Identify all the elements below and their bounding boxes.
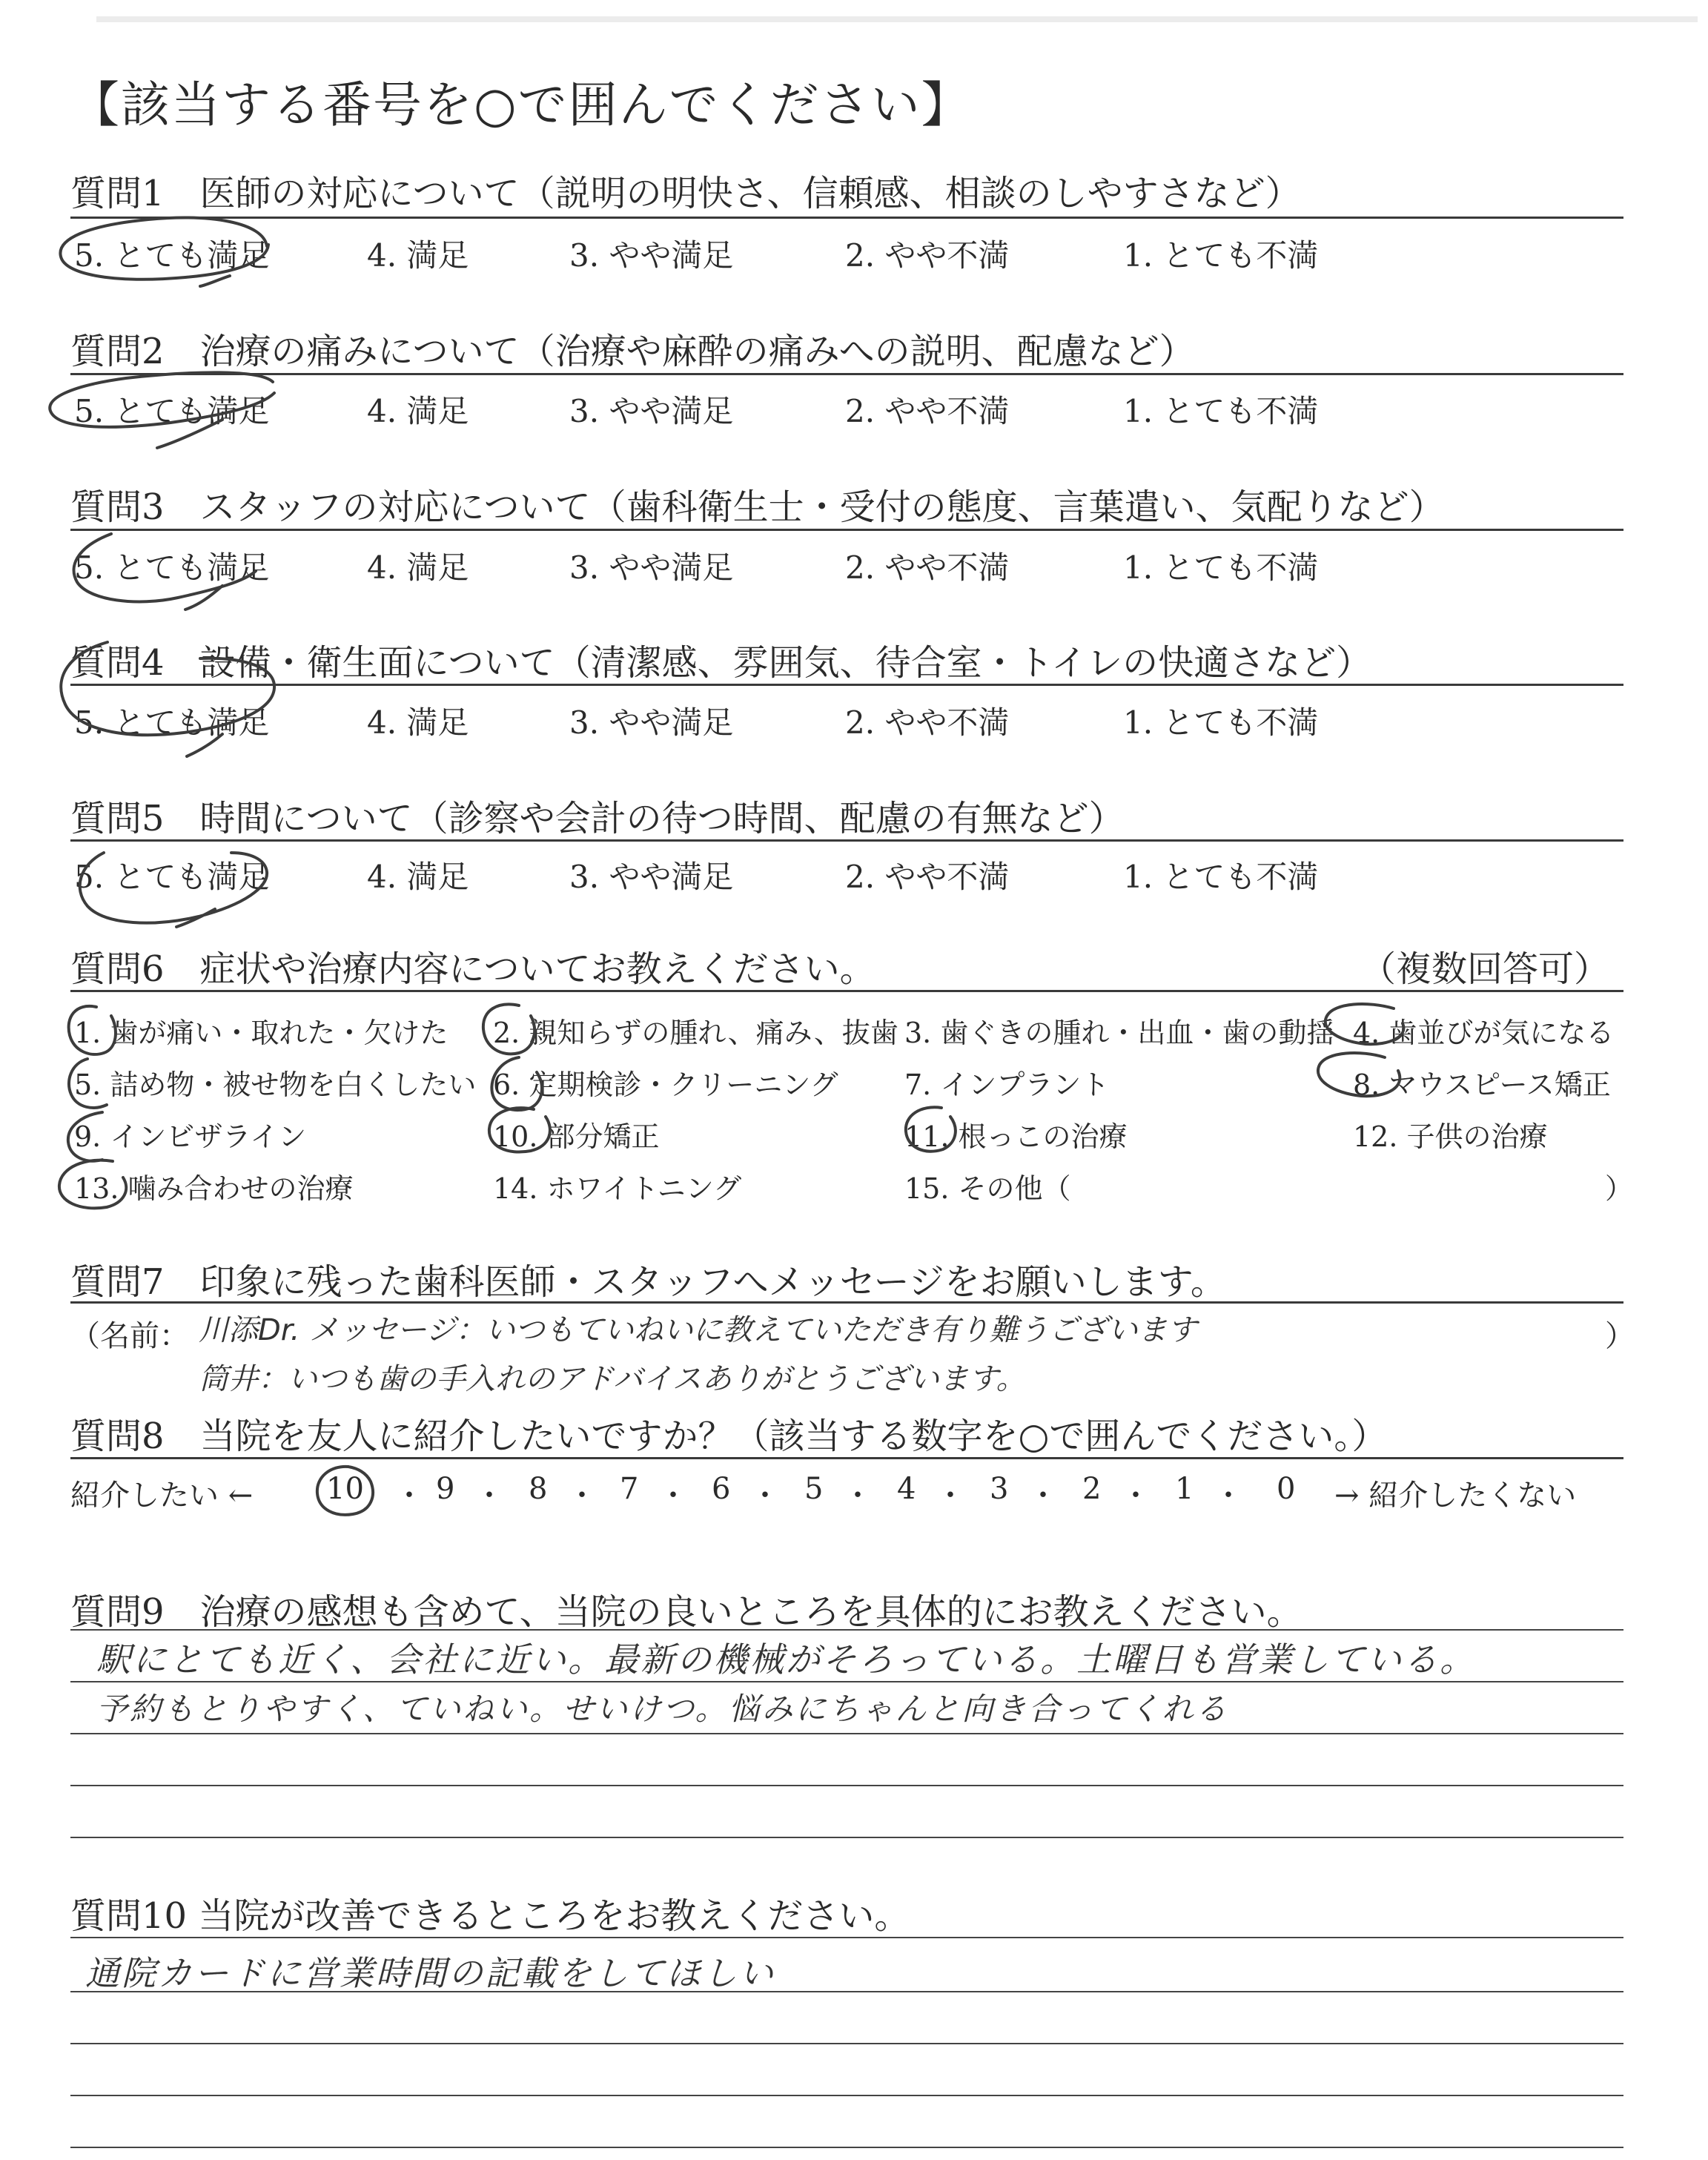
form-heading: 【該当する番号を○で囲んでください】	[70, 76, 972, 133]
q9-writing-line	[70, 1837, 1623, 1838]
q1-title: 質問1 医師の対応について（説明の明快さ、信頼感、相談のしやすさなど）	[70, 173, 1301, 214]
q3-option-2[interactable]: 2. やや不満	[845, 549, 1010, 586]
q8-left-label: 紹介したい ←	[70, 1479, 254, 1513]
q8-score-5[interactable]: 5	[804, 1472, 824, 1506]
q3-option-5[interactable]: 5. とても満足	[74, 549, 270, 586]
q10-writing-line	[70, 1937, 1623, 1938]
q8-score-8[interactable]: 8	[529, 1472, 548, 1506]
q10-writing-line	[70, 1991, 1623, 1992]
q6-option-12[interactable]: 12. 子供の治療	[1353, 1120, 1548, 1153]
q10-writing-line	[70, 2095, 1623, 2096]
q6-option-2[interactable]: 2. 親知らずの腫れ、痛み、抜歯	[493, 1017, 898, 1049]
q8-rule	[70, 1457, 1623, 1459]
q10-title: 質問10 当院が改善できるところをお教えください。	[70, 1895, 910, 1937]
q6-other-close: ）	[1605, 1172, 1634, 1205]
q5-title: 質問5 時間について（診察や会計の待つ時間、配慮の有無など）	[70, 798, 1125, 839]
q5-option-5[interactable]: 5. とても満足	[74, 859, 270, 895]
q7-handwritten-line-1: 川添Dr. メッセージ：いつもていねいに教えていただき有り難うございます	[199, 1313, 1197, 1347]
q6-option-13[interactable]: 13. 噛み合わせの治療	[74, 1172, 354, 1205]
q9-writing-line	[70, 1733, 1623, 1734]
q4-option-1[interactable]: 1. とても不満	[1123, 704, 1319, 741]
q8-score-2[interactable]: 2	[1082, 1472, 1102, 1506]
q4-option-3[interactable]: 3. やや満足	[569, 704, 734, 741]
q8-score-6[interactable]: 6	[712, 1472, 731, 1506]
q1-option-2[interactable]: 2. やや不満	[845, 237, 1010, 274]
q6-option-5[interactable]: 5. 詰め物・被せ物を白くしたい	[74, 1069, 477, 1101]
q9-handwritten-line-2: 予約もとりやすく、ていねい。せいけつ。悩みにちゃんと向き合ってくれる	[96, 1691, 1229, 1727]
q3-option-4[interactable]: 4. 満足	[367, 549, 469, 586]
q4-rule	[70, 684, 1623, 686]
q8-score-9[interactable]: 9	[436, 1472, 455, 1506]
q10-handwritten-line-1: 通院カードに営業時間の記載をしてほしい	[85, 1953, 775, 1993]
q6-note: （複数回答可）	[1360, 948, 1610, 990]
q8-dot: ・	[567, 1479, 597, 1513]
q4-option-5[interactable]: 5. とても満足	[74, 704, 270, 741]
q6-option-7[interactable]: 7. インプラント	[904, 1069, 1110, 1101]
q5-option-2[interactable]: 2. やや不満	[845, 859, 1010, 895]
q1-option-5[interactable]: 5. とても満足	[74, 237, 270, 274]
q10-writing-line	[70, 2043, 1623, 2044]
q8-dot: ・	[394, 1479, 424, 1513]
q6-option-14[interactable]: 14. ホワイトニング	[493, 1172, 742, 1205]
q6-title: 質問6 症状や治療内容についてお教えください。	[70, 948, 875, 990]
q8-title: 質問8 当院を友人に紹介したいですか？（該当する数字を○で囲んでください。）	[70, 1416, 1388, 1457]
q6-option-4[interactable]: 4. 歯並びが気になる	[1353, 1017, 1615, 1049]
q8-dot: ・	[658, 1479, 688, 1513]
q9-writing-line	[70, 1785, 1623, 1786]
q7-name-label: （名前：	[70, 1319, 189, 1353]
q8-score-0[interactable]: 0	[1277, 1472, 1296, 1506]
q6-rule	[70, 990, 1623, 992]
q3-title: 質問3 スタッフの対応について（歯科衛生士・受付の態度、言葉遣い、気配りなど）	[70, 486, 1445, 528]
q5-option-4[interactable]: 4. 満足	[367, 859, 469, 895]
q8-score-3[interactable]: 3	[990, 1472, 1009, 1506]
q4-option-4[interactable]: 4. 満足	[367, 704, 469, 741]
q3-option-1[interactable]: 1. とても不満	[1123, 549, 1319, 586]
q6-option-15[interactable]: 15. その他（	[904, 1172, 1071, 1205]
q10-writing-line	[70, 2147, 1623, 2148]
q8-dot: ・	[750, 1479, 780, 1513]
q8-dot: ・	[474, 1479, 504, 1513]
q5-option-1[interactable]: 1. とても不満	[1123, 859, 1319, 895]
q8-score-7[interactable]: 7	[620, 1472, 639, 1506]
q2-option-4[interactable]: 4. 満足	[367, 393, 469, 429]
q6-option-9[interactable]: 9. インビザライン	[74, 1120, 307, 1153]
q4-option-2[interactable]: 2. やや不満	[845, 704, 1010, 741]
q9-title: 質問9 治療の感想も含めて、当院の良いところを具体的にお教えください。	[70, 1591, 1302, 1633]
q7-close: ）	[1605, 1319, 1635, 1353]
q8-dot: ・	[936, 1479, 965, 1513]
q6-option-10[interactable]: 10. 部分矯正	[493, 1120, 660, 1153]
q8-dot: ・	[843, 1479, 873, 1513]
q8-score-4[interactable]: 4	[897, 1472, 916, 1506]
q5-rule	[70, 839, 1623, 842]
q8-right-label: → 紹介したくない	[1334, 1479, 1577, 1513]
q9-handwritten-line-1: 駅にとても近く、会社に近い。最新の機械がそろっている。土曜日も営業している。	[96, 1639, 1477, 1680]
q7-rule	[70, 1301, 1623, 1304]
q6-option-8[interactable]: 8. マウスピース矯正	[1353, 1069, 1611, 1101]
q6-option-1[interactable]: 1. 歯が痛い・取れた・欠けた	[74, 1017, 448, 1049]
q6-option-11[interactable]: 11. 根っこの治療	[904, 1120, 1128, 1153]
q1-option-4[interactable]: 4. 満足	[367, 237, 469, 274]
q6-option-6[interactable]: 6. 定期検診・クリーニング	[493, 1069, 838, 1101]
q1-option-3[interactable]: 3. やや満足	[569, 237, 734, 274]
q1-option-1[interactable]: 1. とても不満	[1123, 237, 1319, 274]
scan-top-edge	[96, 16, 1698, 22]
q4-title: 質問4 設備・衛生面について（清潔感、雰囲気、待合室・トイレの快適さなど）	[70, 642, 1372, 684]
q2-option-5[interactable]: 5. とても満足	[74, 393, 270, 429]
q2-rule	[70, 373, 1623, 375]
q2-option-1[interactable]: 1. とても不満	[1123, 393, 1319, 429]
q8-dot: ・	[1121, 1479, 1151, 1513]
q3-rule	[70, 529, 1623, 531]
q8-dot: ・	[1028, 1479, 1058, 1513]
q2-title: 質問2 治療の痛みについて（治療や麻酔の痛みへの説明、配慮など）	[70, 331, 1195, 372]
q7-title: 質問7 印象に残った歯科医師・スタッフへメッセージをお願いします。	[70, 1261, 1226, 1303]
q8-score-10[interactable]: 10	[326, 1472, 364, 1506]
q2-option-3[interactable]: 3. やや満足	[569, 393, 734, 429]
q9-writing-line	[70, 1629, 1623, 1631]
q2-option-2[interactable]: 2. やや不満	[845, 393, 1010, 429]
q3-option-3[interactable]: 3. やや満足	[569, 549, 734, 586]
q6-option-3[interactable]: 3. 歯ぐきの腫れ・出血・歯の動揺	[904, 1017, 1335, 1049]
q5-option-3[interactable]: 3. やや満足	[569, 859, 734, 895]
q8-dot: ・	[1214, 1479, 1243, 1513]
q1-rule	[70, 217, 1623, 219]
q8-score-1[interactable]: 1	[1175, 1472, 1194, 1506]
q7-handwritten-line-2: 筒井：いつも歯の手入れのアドバイスありがとうございます。	[199, 1362, 1026, 1396]
q9-writing-line	[70, 1681, 1623, 1682]
